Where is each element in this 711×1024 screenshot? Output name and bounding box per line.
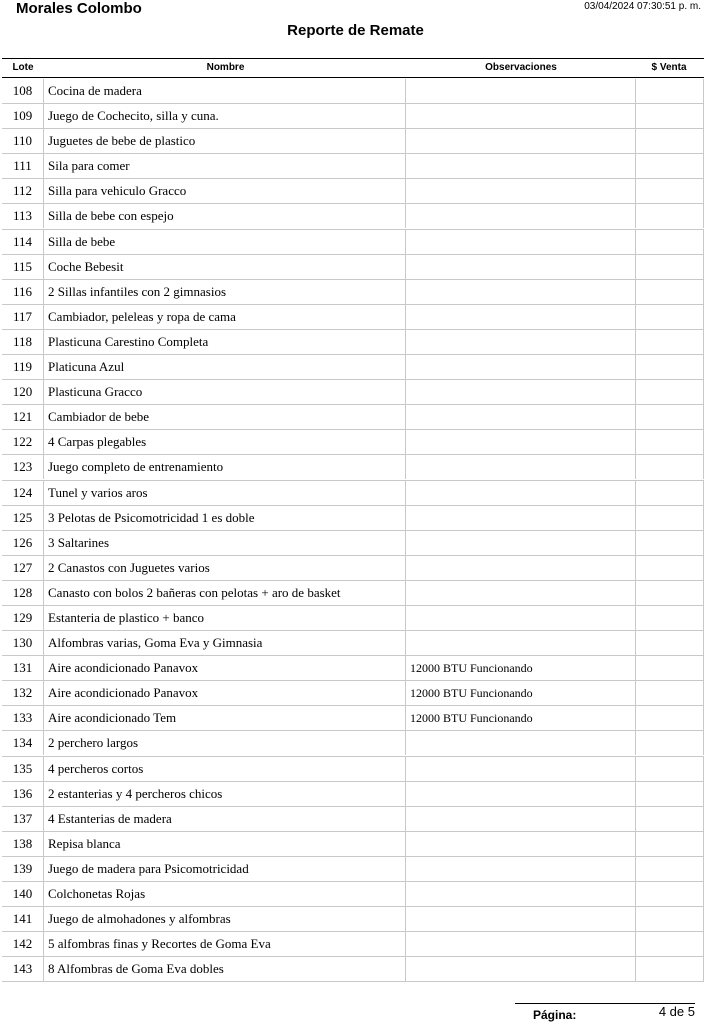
observaciones-cell (406, 782, 636, 806)
company-name: Morales Colombo (16, 0, 142, 17)
venta-cell (636, 606, 704, 630)
observaciones-cell (406, 430, 636, 454)
observaciones-cell (406, 230, 636, 254)
lote-cell: 116 (2, 280, 44, 304)
venta-cell (636, 581, 704, 605)
nombre-cell: Juego de madera para Psicomotricidad (45, 857, 406, 881)
observaciones-cell (406, 932, 636, 956)
venta-cell (636, 481, 704, 505)
venta-cell (636, 807, 704, 831)
lote-cell: 123 (2, 455, 44, 479)
venta-cell (636, 907, 704, 931)
table-row (2, 179, 704, 204)
venta-cell (636, 706, 704, 730)
observaciones-cell (406, 129, 636, 153)
lote-cell: 112 (2, 179, 44, 203)
observaciones-cell (406, 882, 636, 906)
venta-cell (636, 179, 704, 203)
venta-cell (636, 957, 704, 981)
venta-cell (636, 104, 704, 128)
table-row (2, 280, 704, 305)
nombre-cell: Estanteria de plastico + banco (45, 606, 406, 630)
report-title: Reporte de Remate (287, 22, 424, 39)
observaciones-cell (406, 757, 636, 781)
nombre-cell: Juego completo de entrenamiento (45, 455, 406, 479)
venta-cell (636, 757, 704, 781)
table-row (2, 757, 704, 782)
lote-cell: 122 (2, 430, 44, 454)
observaciones-cell (406, 305, 636, 329)
venta-cell (636, 681, 704, 705)
observaciones-cell (406, 154, 636, 178)
nombre-cell: Plasticuna Carestino Completa (45, 330, 406, 354)
nombre-cell: 3 Pelotas de Psicomotricidad 1 es doble (45, 506, 406, 530)
table-row (2, 531, 704, 556)
table-row (2, 430, 704, 455)
table-row (2, 932, 704, 957)
lote-cell: 130 (2, 631, 44, 655)
table-row (2, 907, 704, 932)
nombre-cell: 2 Sillas infantiles con 2 gimnasios (45, 280, 406, 304)
observaciones-cell (406, 556, 636, 580)
observaciones-cell (406, 455, 636, 479)
column-header-venta: $ Venta (651, 62, 687, 73)
lote-cell: 121 (2, 405, 44, 429)
lote-cell: 110 (2, 129, 44, 153)
column-header-nombre: Nombre (206, 62, 245, 73)
lote-cell: 139 (2, 857, 44, 881)
table-row (2, 581, 704, 606)
nombre-cell: 2 Canastos con Juguetes varios (45, 556, 406, 580)
lote-cell: 118 (2, 330, 44, 354)
table-row (2, 104, 704, 129)
nombre-cell: Platicuna Azul (45, 355, 406, 379)
lote-cell: 137 (2, 807, 44, 831)
nombre-cell: Aire acondicionado Panavox (45, 681, 406, 705)
table-row (2, 807, 704, 832)
observaciones-cell (406, 104, 636, 128)
lote-cell: 113 (2, 204, 44, 228)
venta-cell (636, 380, 704, 404)
venta-cell (636, 204, 704, 228)
observaciones-cell (406, 204, 636, 228)
table-row (2, 355, 704, 380)
table-row (2, 782, 704, 807)
lote-cell: 141 (2, 907, 44, 931)
venta-cell (636, 255, 704, 279)
venta-cell (636, 731, 704, 755)
lote-cell: 125 (2, 506, 44, 530)
venta-cell (636, 782, 704, 806)
observaciones-cell (406, 531, 636, 555)
nombre-cell: 2 estanterias y 4 percheros chicos (45, 782, 406, 806)
nombre-cell: Cambiador, peleleas y ropa de cama (45, 305, 406, 329)
venta-cell (636, 531, 704, 555)
venta-cell (636, 455, 704, 479)
table-row (2, 481, 704, 506)
observaciones-cell (406, 506, 636, 530)
venta-cell (636, 330, 704, 354)
lote-cell: 127 (2, 556, 44, 580)
observaciones-cell (406, 631, 636, 655)
nombre-cell: Sila para comer (45, 154, 406, 178)
observaciones-cell: 12000 BTU Funcionando (406, 681, 636, 705)
observaciones-cell: 12000 BTU Funcionando (406, 706, 636, 730)
column-header-observaciones: Observaciones (485, 62, 557, 73)
table-row (2, 857, 704, 882)
venta-cell (636, 280, 704, 304)
nombre-cell: Cambiador de bebe (45, 405, 406, 429)
nombre-cell: Aire acondicionado Tem (45, 706, 406, 730)
lote-cell: 135 (2, 757, 44, 781)
nombre-cell: 8 Alfombras de Goma Eva dobles (45, 957, 406, 981)
auction-table-body (2, 79, 704, 982)
nombre-cell: Cocina de madera (45, 79, 406, 103)
observaciones-cell (406, 957, 636, 981)
observaciones-cell (406, 481, 636, 505)
lote-cell: 132 (2, 681, 44, 705)
nombre-cell: Repisa blanca (45, 832, 406, 856)
observaciones-cell (406, 79, 636, 103)
table-row (2, 79, 704, 104)
nombre-cell: 4 percheros cortos (45, 757, 406, 781)
lote-cell: 134 (2, 731, 44, 755)
table-row (2, 204, 704, 229)
lote-cell: 108 (2, 79, 44, 103)
observaciones-cell (406, 832, 636, 856)
observaciones-cell (406, 581, 636, 605)
page-label: Página: (533, 1008, 577, 1022)
lote-cell: 114 (2, 230, 44, 254)
venta-cell (636, 857, 704, 881)
observaciones-cell (406, 280, 636, 304)
table-row (2, 506, 704, 531)
lote-cell: 115 (2, 255, 44, 279)
table-row (2, 832, 704, 857)
nombre-cell: Juego de Cochecito, silla y cuna. (45, 104, 406, 128)
lote-cell: 109 (2, 104, 44, 128)
lote-cell: 142 (2, 932, 44, 956)
venta-cell (636, 430, 704, 454)
lote-cell: 128 (2, 581, 44, 605)
table-row (2, 129, 704, 154)
nombre-cell: Coche Bebesit (45, 255, 406, 279)
venta-cell (636, 79, 704, 103)
table-row (2, 656, 704, 681)
lote-cell: 111 (2, 154, 44, 178)
lote-cell: 140 (2, 882, 44, 906)
table-row (2, 731, 704, 756)
table-row (2, 405, 704, 430)
header-bottom-rule (2, 77, 704, 78)
table-row (2, 330, 704, 355)
table-row (2, 882, 704, 907)
nombre-cell: Aire acondicionado Panavox (45, 656, 406, 680)
venta-cell (636, 154, 704, 178)
lote-cell: 131 (2, 656, 44, 680)
venta-cell (636, 405, 704, 429)
venta-cell (636, 129, 704, 153)
table-row (2, 681, 704, 706)
observaciones-cell: 12000 BTU Funcionando (406, 656, 636, 680)
venta-cell (636, 882, 704, 906)
table-row (2, 631, 704, 656)
nombre-cell: Silla para vehiculo Gracco (45, 179, 406, 203)
nombre-cell: Silla de bebe (45, 230, 406, 254)
lote-cell: 136 (2, 782, 44, 806)
venta-cell (636, 631, 704, 655)
observaciones-cell (406, 255, 636, 279)
table-row (2, 380, 704, 405)
lote-cell: 117 (2, 305, 44, 329)
observaciones-cell (406, 330, 636, 354)
observaciones-cell (406, 179, 636, 203)
venta-cell (636, 556, 704, 580)
table-top-rule (2, 58, 704, 59)
table-row (2, 556, 704, 581)
nombre-cell: Tunel y varios aros (45, 481, 406, 505)
table-row (2, 255, 704, 280)
table-row (2, 455, 704, 480)
observaciones-cell (406, 606, 636, 630)
lote-cell: 119 (2, 355, 44, 379)
observaciones-cell (406, 807, 636, 831)
venta-cell (636, 932, 704, 956)
lote-cell: 126 (2, 531, 44, 555)
observaciones-cell (406, 857, 636, 881)
table-row (2, 154, 704, 179)
nombre-cell: 4 Carpas plegables (45, 430, 406, 454)
table-row (2, 305, 704, 330)
venta-cell (636, 305, 704, 329)
lote-cell: 129 (2, 606, 44, 630)
nombre-cell: Alfombras varias, Goma Eva y Gimnasia (45, 631, 406, 655)
report-timestamp: 03/04/2024 07:30:51 p. m. (584, 1, 701, 12)
table-row (2, 706, 704, 731)
observaciones-cell (406, 355, 636, 379)
observaciones-cell (406, 907, 636, 931)
table-row (2, 606, 704, 631)
nombre-cell: Canasto con bolos 2 bañeras con pelotas + aro de basket (45, 581, 406, 605)
nombre-cell: Plasticuna Gracco (45, 380, 406, 404)
nombre-cell: Colchonetas Rojas (45, 882, 406, 906)
venta-cell (636, 832, 704, 856)
lote-cell: 143 (2, 957, 44, 981)
observaciones-cell (406, 380, 636, 404)
venta-cell (636, 506, 704, 530)
venta-cell (636, 656, 704, 680)
nombre-cell: 3 Saltarines (45, 531, 406, 555)
table-row (2, 957, 704, 982)
lote-cell: 133 (2, 706, 44, 730)
venta-cell (636, 355, 704, 379)
observaciones-cell (406, 405, 636, 429)
nombre-cell: 2 perchero largos (45, 731, 406, 755)
nombre-cell: Juguetes de bebe de plastico (45, 129, 406, 153)
nombre-cell: 5 alfombras finas y Recortes de Goma Eva (45, 932, 406, 956)
nombre-cell: 4 Estanterias de madera (45, 807, 406, 831)
page-number: 4 de 5 (658, 1004, 695, 1019)
lote-cell: 138 (2, 832, 44, 856)
nombre-cell: Juego de almohadones y alfombras (45, 907, 406, 931)
column-header-lote: Lote (12, 62, 34, 73)
lote-cell: 120 (2, 380, 44, 404)
nombre-cell: Silla de bebe con espejo (45, 204, 406, 228)
table-row (2, 230, 704, 255)
lote-cell: 124 (2, 481, 44, 505)
observaciones-cell (406, 731, 636, 755)
venta-cell (636, 230, 704, 254)
